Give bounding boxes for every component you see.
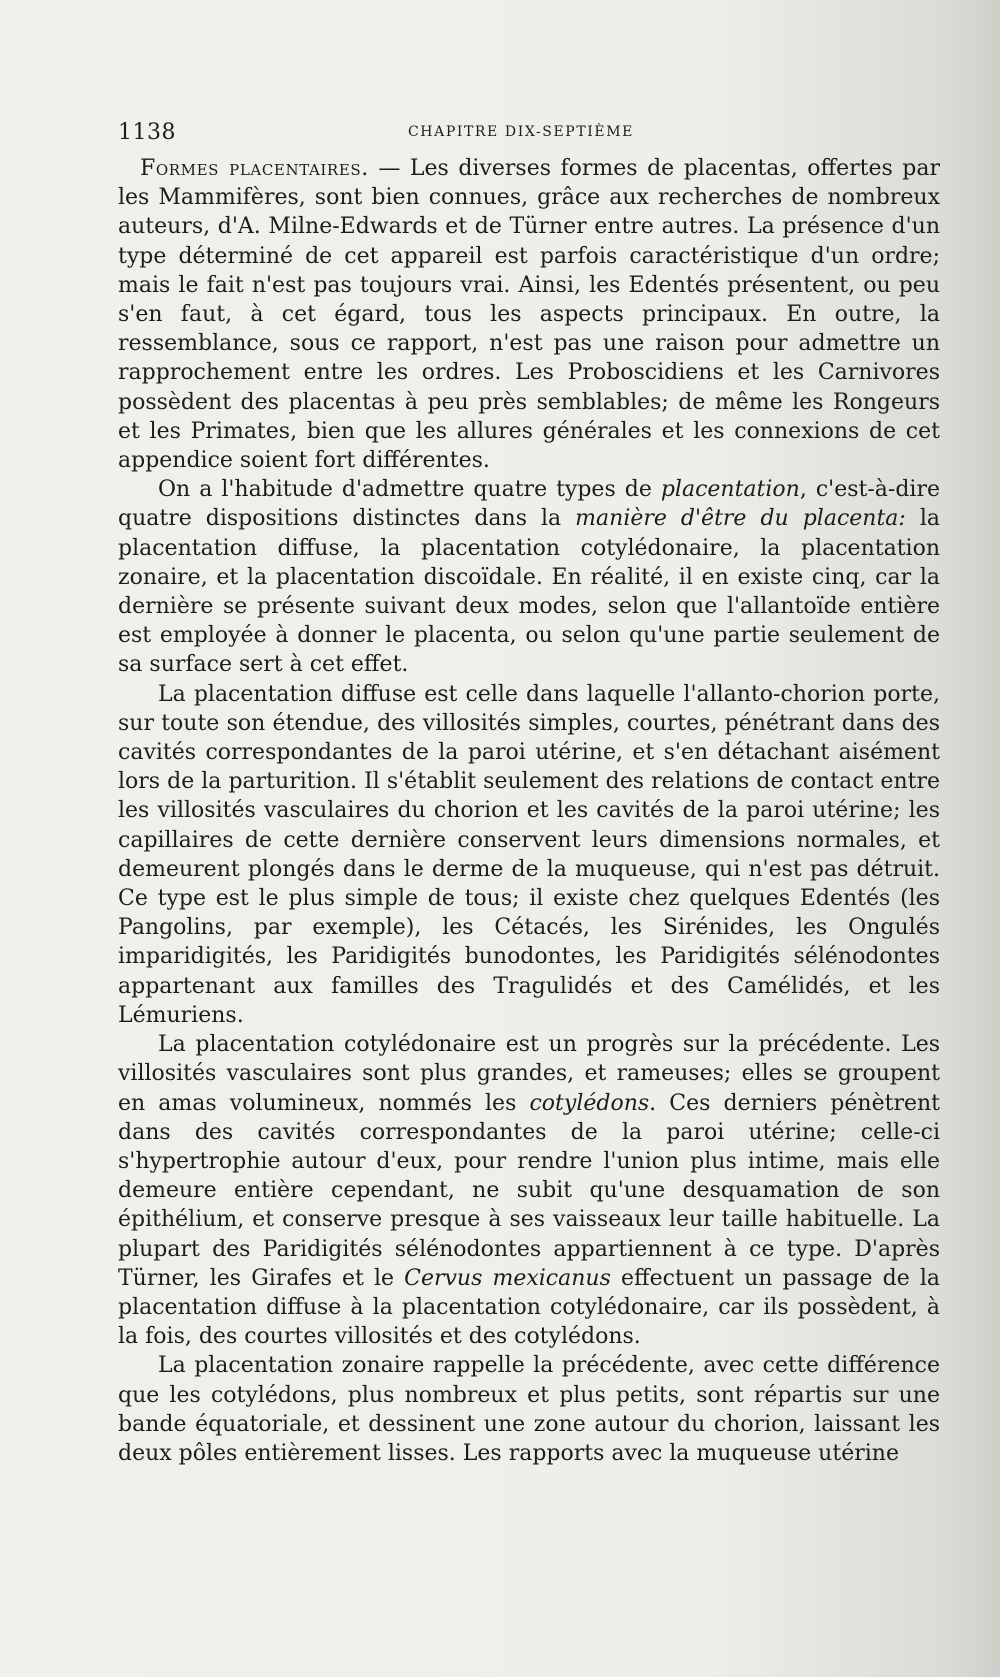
paragraph-text: La placentation cotylédonaire est un progrès sur la précédente. Les villosités vasculaires sont plus grandes, et rameuses; elles se groupent en amas volumineux, nommés les [118, 1032, 940, 1116]
paragraph-diffuse [118, 680, 940, 1030]
paragraph-text: la placentation diffuse, la placentation cotylédonaire, la placentation zonaire, et la placentation discoïdale. En réalité, il en existe cinq, car la dernière se présente suivant deux modes, selon que l'allantoïde entière est employée à donner le placenta, ou selon qu'une partie seulement de sa surface sert à cet effet. [118, 506, 940, 678]
italic-term: cotylédons [529, 1090, 650, 1116]
running-head: CHAPITRE DIX-SEPTIÈME [408, 124, 634, 140]
paragraph-text: — Les diverses formes de placentas, offertes par les Mammifères, sont bien connues, grâce aux recherches de nombreux auteurs, d'A. Milne-Edwards et de Türner entre autres. La présence d'un type déterminé de cet appareil est parfois caractéristique d'un ordre; mais le fait n'est pas toujours vrai. Ainsi, les Edentés présentent, ou peu s'en faut, à cet égard, tous les aspects principaux. En outre, la ressemblance, sous ce rapport, n'est pas une raison pour admettre un rapprochement entre les ordres. Les Proboscidiens et les Carnivores possèdent des placentas à peu près semblables; de même les Rongeurs et les Primates, bien que les allures générales et les connexions de cet appendice soient fort différentes. [118, 156, 941, 474]
paragraph-text: La placentation diffuse est celle dans laquelle l'allanto-chorion porte, sur toute son étendue, des villosités simples, courtes, pénétrant dans des cavités correspondantes de la paroi utérine, et s'en détachant aisément lors de la parturition. Il s'établit seulement des relations de contact entre les villosités vasculaires du chorion et les cavités de la paroi utérine; les capillaires de cette dernière conservent leurs dimensions normales, et demeurent plongés dans le derme de la muqueuse, qui n'est pas détruit. Ce type est le plus simple de tous; il existe chez quelques Edentés (les Pangolins, par exemple), les Cétacés, les Sirénides, les Ongulés imparidigités, les Paridigités bunodontes, les Paridigités sélénodontes appartenant aux familles des Tragulidés et des Camélidés, et les Lémuriens. [118, 681, 940, 1028]
paragraph-text: , c'est-à-dire quatre dispositions distinctes dans la [118, 477, 940, 532]
paragraph-text: On a l'habitude d'admettre quatre types de [158, 477, 661, 503]
section-lead: Formes placentaires. [140, 156, 369, 181]
italic-term: Cervus mexicanus [404, 1265, 611, 1291]
paragraph-text: La placentation zonaire rappelle la précédente, avec cette différence que les cotylédons, plus nombreux et plus petits, sont répartis sur une bande équatoriale, et dessinent une zone autour du chorion, laissant les deux pôles entièrement lisses. Les rapports avec la muqueuse utérine [118, 1353, 940, 1466]
italic-term: placentation [660, 477, 800, 503]
body-text [118, 154, 940, 1468]
paragraph-types [118, 475, 940, 679]
paragraph-cotyledonary [118, 1030, 940, 1351]
page-number: 1138 [118, 120, 176, 145]
italic-term: manière d'être du placenta: [575, 506, 906, 532]
paragraph-text: . Ces derniers pénètrent dans des cavités correspondantes de la paroi utérine; celle-ci s'hypertrophie autour d'eux, pour rendre l'union plus intime, mais elle demeure entière cependant, ne subit qu'une desquamation de son épithélium, et conserve presque à ses vaisseaux leur taille habituelle. La plupart des Paridigités sélénodontes appartiennent à ce type. D'après Türner, les Girafes et le [118, 1090, 940, 1291]
page-header [118, 120, 940, 148]
paragraph-forms [118, 154, 940, 475]
paragraph-text: effectuent un passage de la placentation diffuse à la placentation cotylédonaire, car ils possèdent, à la fois, des courtes villosités et des cotylédons. [118, 1265, 940, 1350]
paragraph-zonary [118, 1351, 940, 1468]
